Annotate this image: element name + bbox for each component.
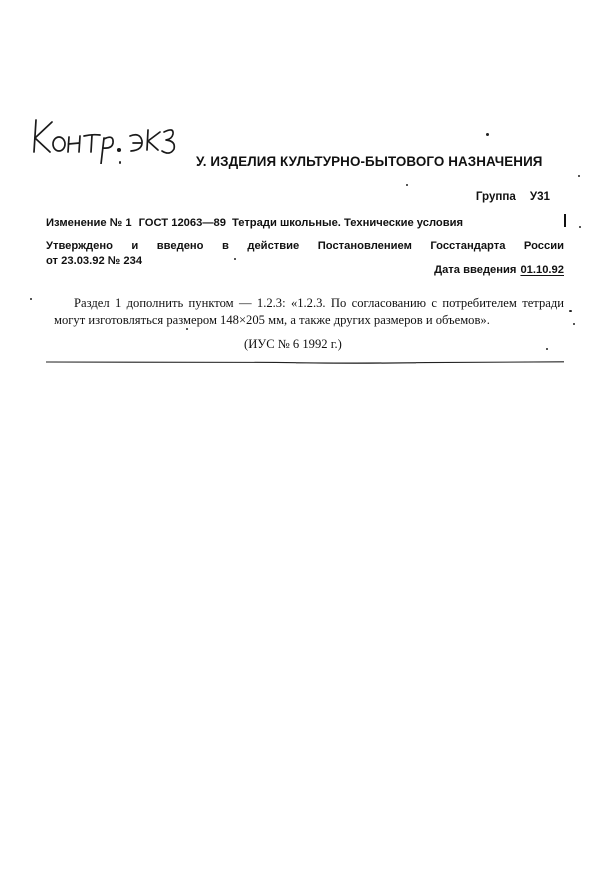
closing-rule (46, 360, 564, 364)
scan-speck (579, 226, 581, 228)
scan-speck (569, 310, 572, 312)
scan-speck (573, 323, 575, 325)
amendment-body (54, 295, 564, 329)
group-label-block (476, 190, 550, 203)
scan-speck (578, 175, 580, 177)
change-label: Изменение № 1 (46, 217, 132, 229)
section-title: У. ИЗДЕЛИЯ КУЛЬТУРНО-БЫТОВОГО НАЗНАЧЕНИЯ (196, 154, 543, 169)
introduction-date-label: Дата введения (434, 264, 517, 276)
introduction-date (434, 264, 564, 276)
approval-date-number: от 23.03.92 № 234 (46, 255, 143, 267)
handwritten-stamp-drawing (22, 112, 202, 164)
scan-speck (546, 348, 548, 350)
approval-line: Утверждено и введено в действие Постановлением Госстандарта России (46, 240, 564, 252)
group-code: У31 (529, 190, 550, 203)
standard-subject: Тетради школьные. Технические условия (231, 217, 464, 229)
gost-number: ГОСТ 12063—89 (138, 217, 226, 229)
change-header (46, 217, 463, 229)
margin-bar-mark (564, 214, 566, 227)
scan-speck (186, 328, 188, 330)
scan-speck (406, 184, 408, 186)
introduction-date-value: 01.10.92 (520, 264, 564, 276)
scan-speck (119, 161, 121, 164)
group-label: Группа (475, 190, 516, 203)
scan-speck (30, 298, 32, 300)
scan-speck (234, 258, 236, 260)
amendment-paragraph: Раздел 1 дополнить пунктом — 1.2.3: «1.2.3. По согласованию с потребителем тетради могут изготовляться размером 148×205 мм, а также других размеров и объемов». (54, 296, 564, 327)
source-reference: (ИУС № 6 1992 г.) (244, 337, 342, 351)
handwritten-stamp (22, 112, 202, 164)
scan-speck (486, 133, 489, 136)
